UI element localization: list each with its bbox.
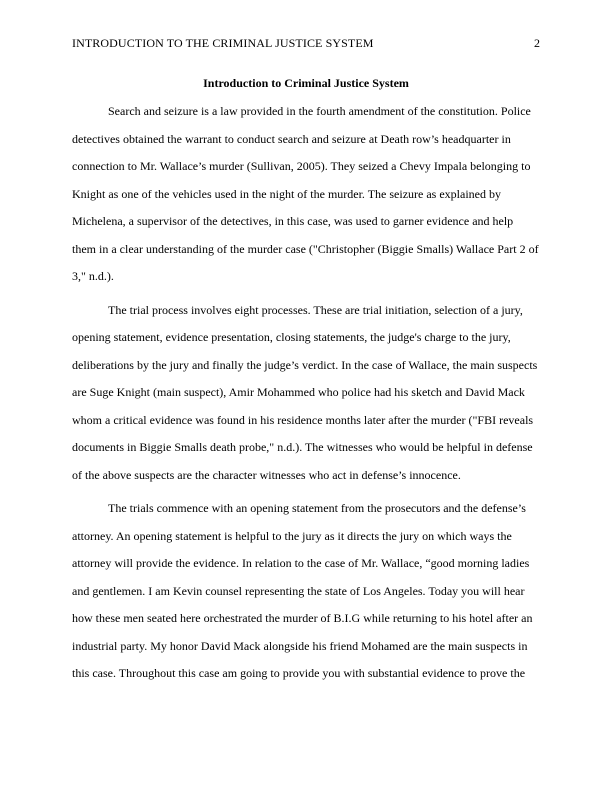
text-line: documents in Biggie Smalls death probe," n.d.). The witnesses who would be helpful in defense bbox=[72, 440, 533, 454]
text-line: The trials commence with an opening statement from the prosecutors and the defense’s bbox=[108, 501, 526, 515]
page-number: 2 bbox=[534, 36, 540, 50]
paragraph-opening-statement bbox=[72, 495, 540, 688]
document-body bbox=[72, 98, 540, 688]
text-line: detectives obtained the warrant to conduct search and seizure at Death row’s headquarter in bbox=[72, 131, 511, 146]
text-line: how these men seated here orchestrated the murder of B.I.G while returning to his hotel after an bbox=[72, 611, 533, 625]
text-line: them in a clear understanding of the murder case ("Christopher (Biggie Smalls) Wallace Part 2 of bbox=[72, 241, 539, 256]
running-head: INTRODUCTION TO THE CRIMINAL JUSTICE SYSTEM bbox=[72, 36, 374, 50]
text-line: Michelena, a supervisor of the detectives, in this case, was used to garner evidence and help bbox=[72, 214, 514, 228]
text-line: attorney. An opening statement is helpful to the jury as it directs the jury on which ways the bbox=[72, 528, 512, 543]
paragraph-trial-process bbox=[72, 297, 540, 490]
text-line: and gentlemen. I am Kevin counsel representing the state of Los Angeles. Today you will hear bbox=[72, 583, 525, 598]
text-line: Knight as one of the vehicles used in the night of the murder. The seizure as explained by bbox=[72, 186, 501, 201]
text-line: deliberations by the jury and finally the judge’s verdict. In the case of Wallace, the main suspects bbox=[72, 357, 538, 372]
text-line: are Suge Knight (main suspect), Amir Mohammed who police had his sketch and David Mack bbox=[72, 385, 525, 399]
document-title: Introduction to Criminal Justice System bbox=[203, 76, 409, 90]
text-line: The trial process involves eight processes. These are trial initiation, selection of a jury, bbox=[108, 302, 523, 317]
paragraph-search-and-seizure bbox=[72, 98, 540, 291]
text-line: industrial party. My honor David Mack alongside his friend Mohamed are the main suspects in bbox=[72, 638, 528, 653]
text-line: connection to Mr. Wallace’s murder (Sullivan, 2005). They seized a Chevy Impala belonging to bbox=[72, 159, 531, 173]
text-line: of the above suspects are the character witnesses who act in defense’s innocence. bbox=[72, 467, 461, 482]
text-line: this case. Throughout this case am going to provide you with substantial evidence to prove the bbox=[72, 666, 526, 680]
text-line: whom a critical evidence was found in his residence months later after the murder ("FBI reveals bbox=[72, 412, 534, 427]
text-line: opening statement, evidence presentation, closing statements, the judge's charge to the jury, bbox=[72, 330, 511, 344]
text-line: attorney will provide the evidence. In relation to the case of Mr. Wallace, “good morning ladies bbox=[72, 556, 530, 570]
text-line: 3," n.d.). bbox=[72, 269, 114, 283]
text-line: Search and seizure is a law provided in the fourth amendment of the constitution. Police bbox=[108, 104, 531, 118]
